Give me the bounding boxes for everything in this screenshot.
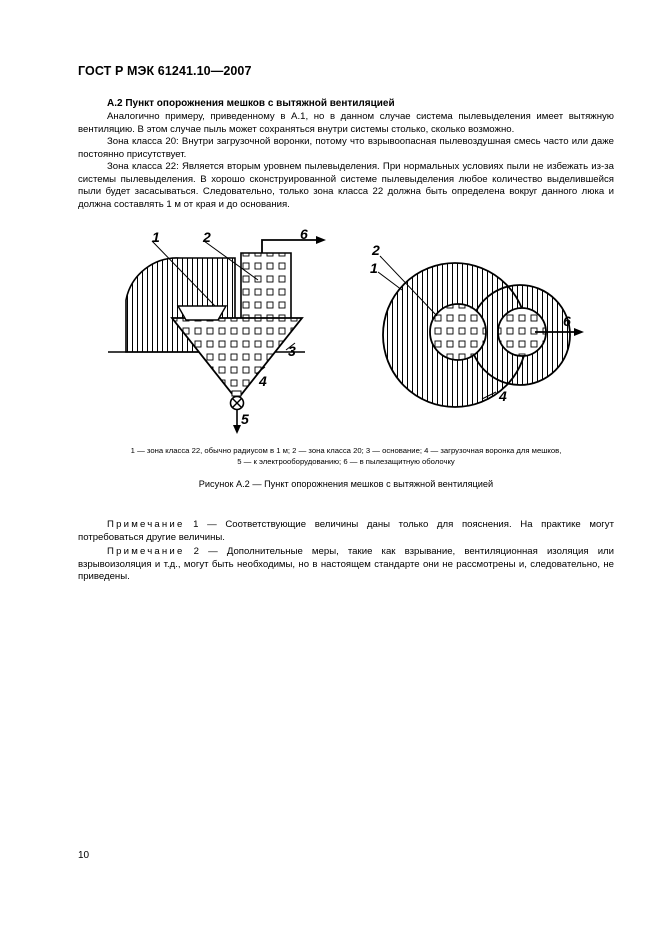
label-2-left: 2 [203, 229, 211, 245]
label-6-left: 6 [300, 226, 308, 242]
arrow-6-right [574, 328, 584, 336]
bag-inlet [178, 306, 226, 320]
note-2 [78, 546, 614, 584]
note-2-text: — Дополнительные меры, такие как взрывание, вентиляционная изоляция или взрывоизоляция и т.д., могут быть необходимы, но в настоящем стандарте они не рассмотрены и, следовательно, не приведены. [78, 546, 615, 582]
document-header: ГОСТ Р МЭК 61241.10—2007 [78, 64, 252, 78]
page-number: 10 [78, 850, 90, 861]
label-4-right: 4 [499, 388, 507, 404]
label-4-left: 4 [259, 373, 267, 389]
figure-legend-line-2: 5 — к электрооборудованию; 6 — в пылезащитную оболочку [237, 457, 455, 466]
label-2-right: 2 [372, 242, 380, 258]
duct-pipe [262, 240, 320, 253]
paragraph-1: Аналогично примеру, приведенному в А.1, но в данном случае система пылевыделения имеет вытяжную вентиляцию. В этом случае пыль может сохраняться внутри системы столько, сколько возможно. [78, 111, 614, 135]
exhaust-duct [241, 253, 291, 320]
paragraph-2: Зона класса 20: Внутри загрузочной воронки, потому что взрывоопасная пылевоздушная смесь часто или даже постоянно присутствует. [78, 136, 614, 160]
note-1 [78, 519, 614, 544]
left-diagram [108, 226, 326, 434]
figure-title: Рисунок А.2 — Пункт опорожнения мешков с вытяжной вентиляцией [198, 479, 494, 489]
right-diagram [370, 242, 584, 407]
label-5: 5 [241, 411, 249, 427]
arrow-6-left [316, 236, 326, 244]
paragraph-3: Зона класса 22: Является вторым уровнем пылевыделения. При нормальных условиях пыли не избежать из-за системы пылевыделения. В хорошо сконструированной системе пылевыделения любое количество выделившейся пыли будет засасываться. Следовательно, только зона класса 22 должна быть определена вокруг данного люка и должна составлять 1 м от края и до основания. [78, 161, 614, 210]
label-1-left: 1 [152, 229, 160, 245]
note-2-label: Примечание [107, 546, 185, 557]
label-6-right: 6 [563, 313, 571, 329]
hopper [172, 318, 302, 400]
label-1-right: 1 [370, 260, 378, 276]
zone-20-circle-left [430, 304, 486, 360]
note-1-number: 1 [193, 519, 199, 530]
note-2-number: 2 [193, 546, 200, 557]
label-3: 3 [288, 343, 296, 359]
note-1-text: — Соответствующие величины даны только для пояснения. На практике могут потребоваться другие величины. [78, 519, 614, 543]
figure-legend-line-1: 1 — зона класса 22, обычно радиусом в 1 м; 2 — зона класса 20; 3 — основание; 4 — загрузочная воронка для мешков, [130, 446, 562, 455]
section-title: А.2 Пункт опорожнения мешков с вытяжной вентиляцией [107, 98, 395, 109]
note-1-label: Примечание [107, 519, 185, 530]
